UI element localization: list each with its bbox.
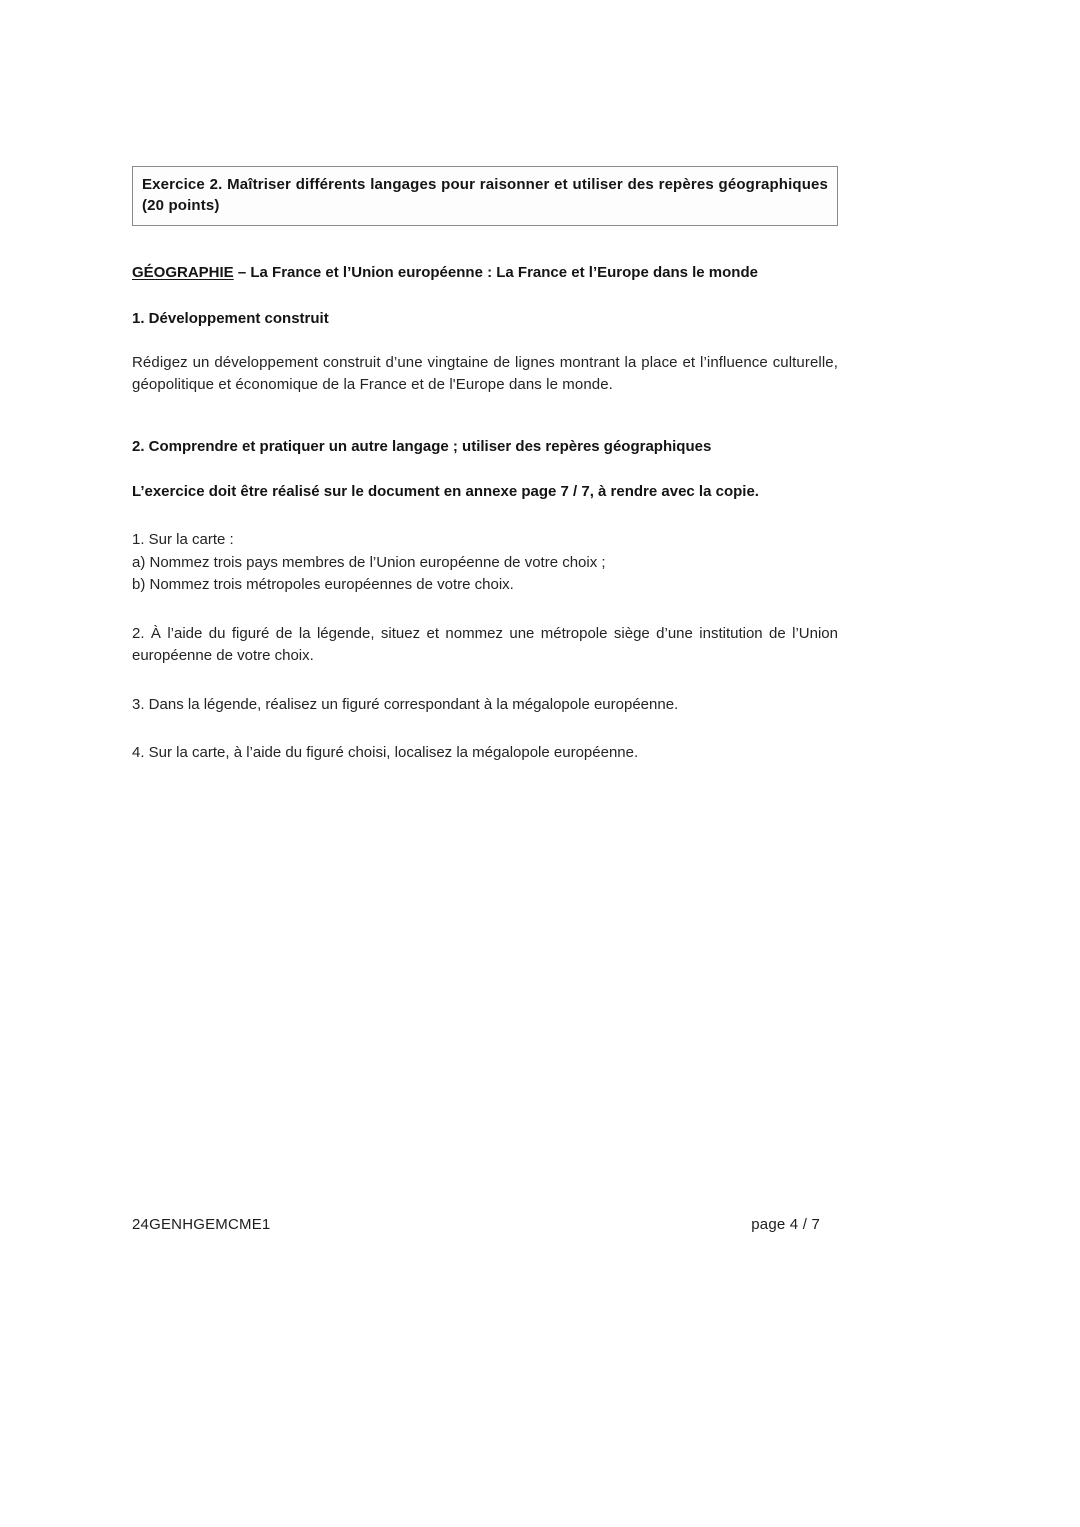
section-heading-2: 2. Comprendre et pratiquer un autre langage ; utiliser des repères géographiques bbox=[132, 437, 712, 455]
annexe-notice: L’exercice doit être réalisé sur le document en annexe page 7 / 7, à rendre avec la copie. bbox=[132, 482, 759, 500]
question-3-line: 3. Dans la légende, réalisez un figuré correspondant à la mégalopole européenne. bbox=[132, 695, 679, 713]
section-heading-1: 1. Développement construit bbox=[132, 310, 329, 328]
question-group-2 bbox=[132, 623, 838, 668]
question-1a-line: a) Nommez trois pays membres de l’Union européenne de votre choix ; bbox=[132, 553, 606, 571]
question-group-4 bbox=[132, 742, 838, 765]
subject-heading bbox=[132, 262, 838, 284]
question-1b-line: b) Nommez trois métropoles européennes de votre choix. bbox=[132, 576, 514, 594]
question-group-1 bbox=[132, 529, 838, 597]
exercise-title: Exercice 2. Maîtriser différents langages pour raisonner et utiliser des repères géographiques (20 points) bbox=[142, 176, 828, 215]
question-group-3 bbox=[132, 694, 838, 717]
subject-theme-label: – La France et l’Union européenne : La France et l’Europe dans le monde bbox=[233, 263, 758, 281]
question-1-line: 1. Sur la carte : bbox=[132, 531, 234, 549]
page-footer bbox=[132, 1216, 838, 1233]
exam-code: 24GENHGEMCME1 bbox=[132, 1216, 271, 1233]
page-number: page 4 / 7 bbox=[751, 1216, 820, 1233]
question-4-line: 4. Sur la carte, à l’aide du figuré choisi, localisez la mégalopole européenne. bbox=[132, 744, 639, 762]
subject-discipline-label: GÉOGRAPHIE bbox=[132, 263, 234, 281]
page-content bbox=[132, 166, 838, 765]
section-1-paragraph: Rédigez un développement construit d’une vingtaine de lignes montrant la place et l’influence culturelle, géopolitique et économique de la France et de l'Europe dans le monde. bbox=[132, 354, 838, 394]
question-2-line: 2. À l’aide du figuré de la légende, situez et nommez une métropole siège d’une institution de l’Union européenne de votre choix. bbox=[132, 624, 838, 665]
exercise-title-box bbox=[132, 166, 838, 226]
